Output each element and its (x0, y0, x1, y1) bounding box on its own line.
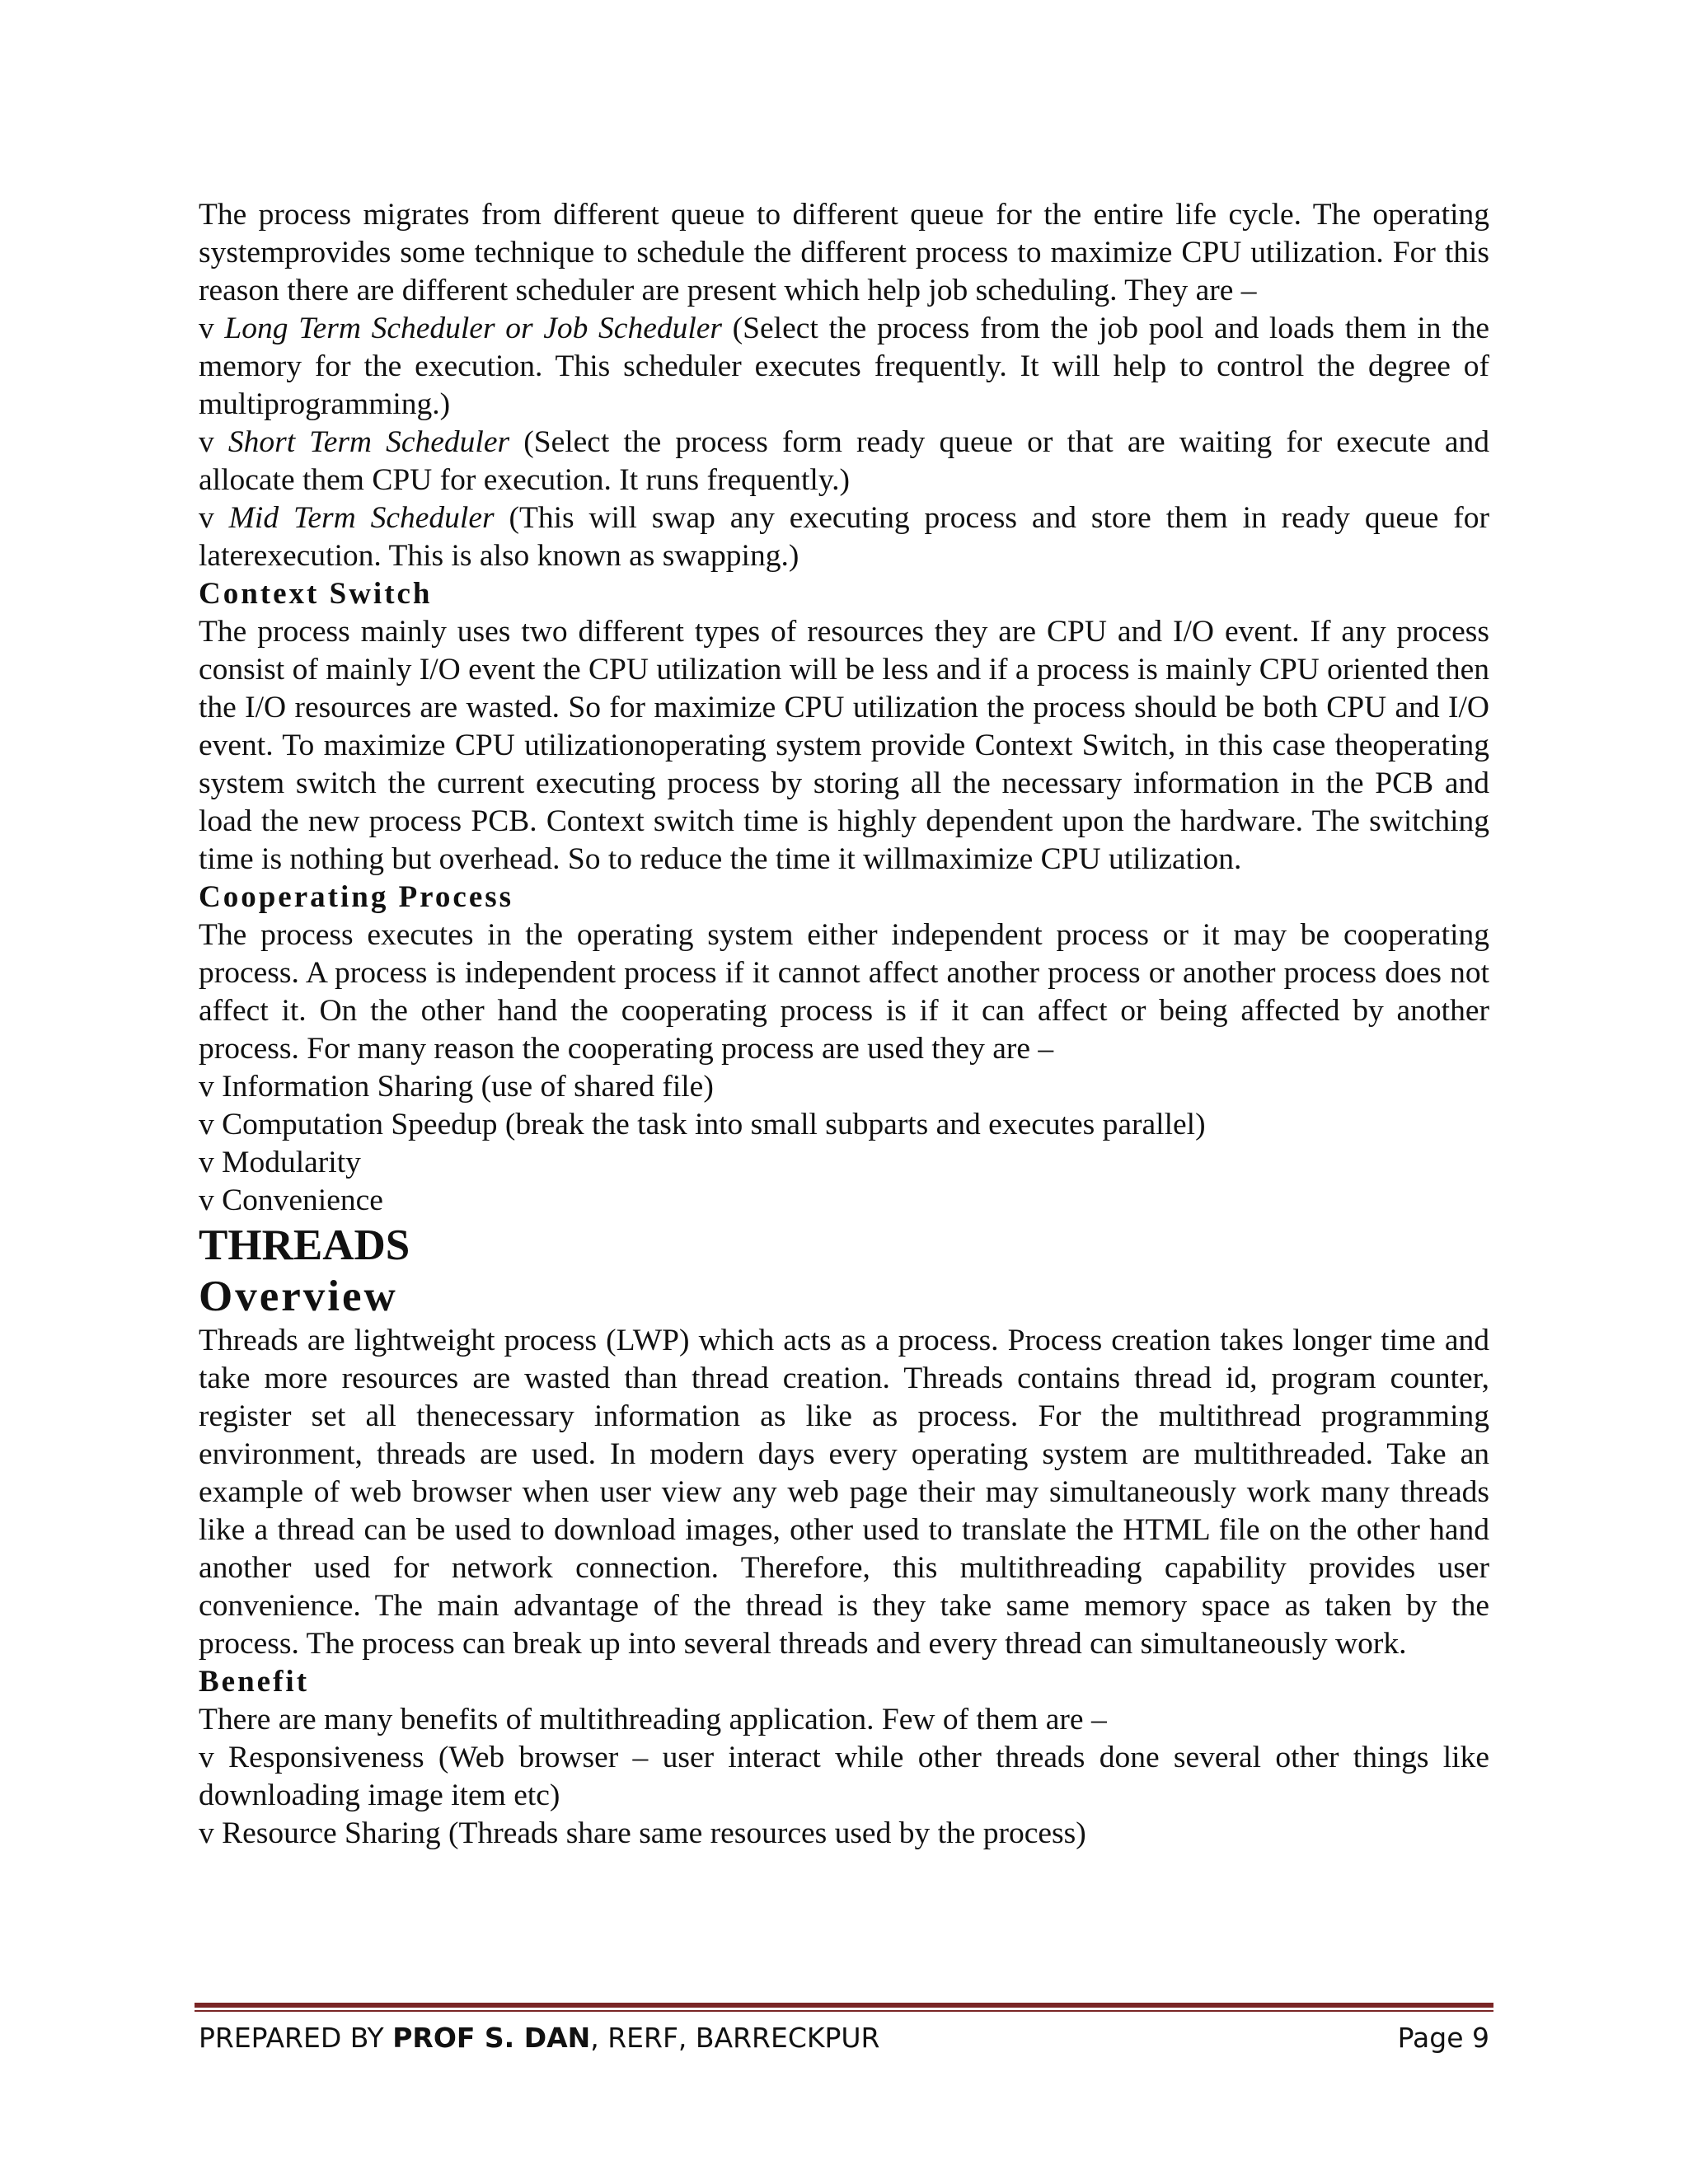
list-item: v Responsiveness (Web browser – user interact while other threads done several other things like downloading image item etc) (199, 1741, 1489, 1812)
list-item: v Modularity (199, 1146, 361, 1179)
benefit-paragraph: There are many benefits of multithreading application. Few of them are – (199, 1703, 1107, 1736)
heading-threads: THREADS (199, 1221, 410, 1269)
bullet-marker: v (199, 425, 228, 459)
scheduler-item-mid-term (199, 499, 1489, 575)
scheduler-name: Long Term Scheduler or Job Scheduler (224, 312, 722, 345)
footer-divider-thin (195, 2010, 1493, 2012)
scheduler-name: Mid Term Scheduler (228, 501, 495, 535)
bullet-marker: v (199, 312, 225, 345)
scheduler-desc: (This will swap any executing process and store them in ready queue for laterexecution. This is also known as swapping.) (199, 501, 1490, 573)
list-item: v Information Sharing (use of shared file) (199, 1070, 714, 1104)
footer-prefix: PREPARED BY (199, 2022, 393, 2054)
scheduler-desc: (Select the process from the job pool and loads them in the memory for the execution. This scheduler executes frequently. It will help to control the degree of multiprogramming.) (199, 312, 1490, 421)
overview-paragraph: Threads are lightweight process (LWP) which acts as a process. Process creation takes longer time and take more resources are wasted than thread creation. Threads contains thread id, program counter, register set all thenecessary information as like as process. For the multithread programming environment, threads are used. In modern days every operating system are multithreaded. Take an example of web browser when user view any web page their may simultaneously work many threads like a thread can be used to download images, other used to translate the HTML file on the other hand another used for network connection. Therefore, this multithreading capability provides user convenience. The main advantage of the thread is they take same memory space as taken by the process. The process can break up into several threads and every thread can simultaneously work. (199, 1324, 1489, 1661)
scheduler-name: Short Term Scheduler (227, 425, 510, 459)
heading-overview: Overview (199, 1272, 398, 1320)
footer-credit (199, 2018, 880, 2059)
scheduler-item-short-term (199, 424, 1489, 499)
heading-cooperating-process: Cooperating Process (199, 880, 514, 914)
page-footer (199, 2018, 1489, 2059)
document-body (199, 196, 1489, 1853)
scheduler-desc: (Select the process form ready queue or that are waiting for execute and allocate them CPU for execution. It runs frequently.) (199, 425, 1489, 497)
heading-context-switch: Context Switch (199, 577, 433, 611)
heading-benefit: Benefit (199, 1665, 310, 1699)
list-item: v Convenience (199, 1183, 383, 1217)
list-item: v Computation Speedup (break the task into small subparts and executes parallel) (199, 1108, 1206, 1141)
scheduler-item-long-term (199, 310, 1489, 424)
footer-suffix: , RERF, BARRECKPUR (590, 2022, 880, 2054)
context-switch-paragraph: The process mainly uses two different types of resources they are CPU and I/O event. If any process consist of mainly I/O event the CPU utilization will be less and if a process is mainly CPU oriented then the I/O resources are wasted. So for maximize CPU utilization the process should be both CPU and I/O event. To maximize CPU utilizationoperating system provide Context Switch, in this case theoperating system switch the current executing process by storing all the necessary information in the PCB and load the new process PCB. Context switch time is highly dependent upon the hardware. The switching time is nothing but overhead. So to reduce the time it willmaximize CPU utilization. (199, 615, 1489, 876)
footer-author: PROF S. DAN (392, 2022, 591, 2054)
list-item: v Resource Sharing (Threads share same resources used by the process) (199, 1816, 1086, 1850)
footer-divider (195, 2003, 1493, 2008)
intro-paragraph: The process migrates from different queue to different queue for the entire life cycle. The operating systemprovides some technique to schedule the different process to maximize CPU utilization. For this reason there are different scheduler are present which help job scheduling. They are – (199, 198, 1489, 307)
cooperating-paragraph: The process executes in the operating system either independent process or it may be cooperating process. A process is independent process if it cannot affect another process or another process does not affect it. On the other hand the cooperating process is if it can affect or being affected by another process. For many reason the cooperating process are used they are – (199, 918, 1489, 1066)
bullet-marker: v (199, 501, 229, 535)
page-number: Page 9 (1397, 2022, 1489, 2054)
